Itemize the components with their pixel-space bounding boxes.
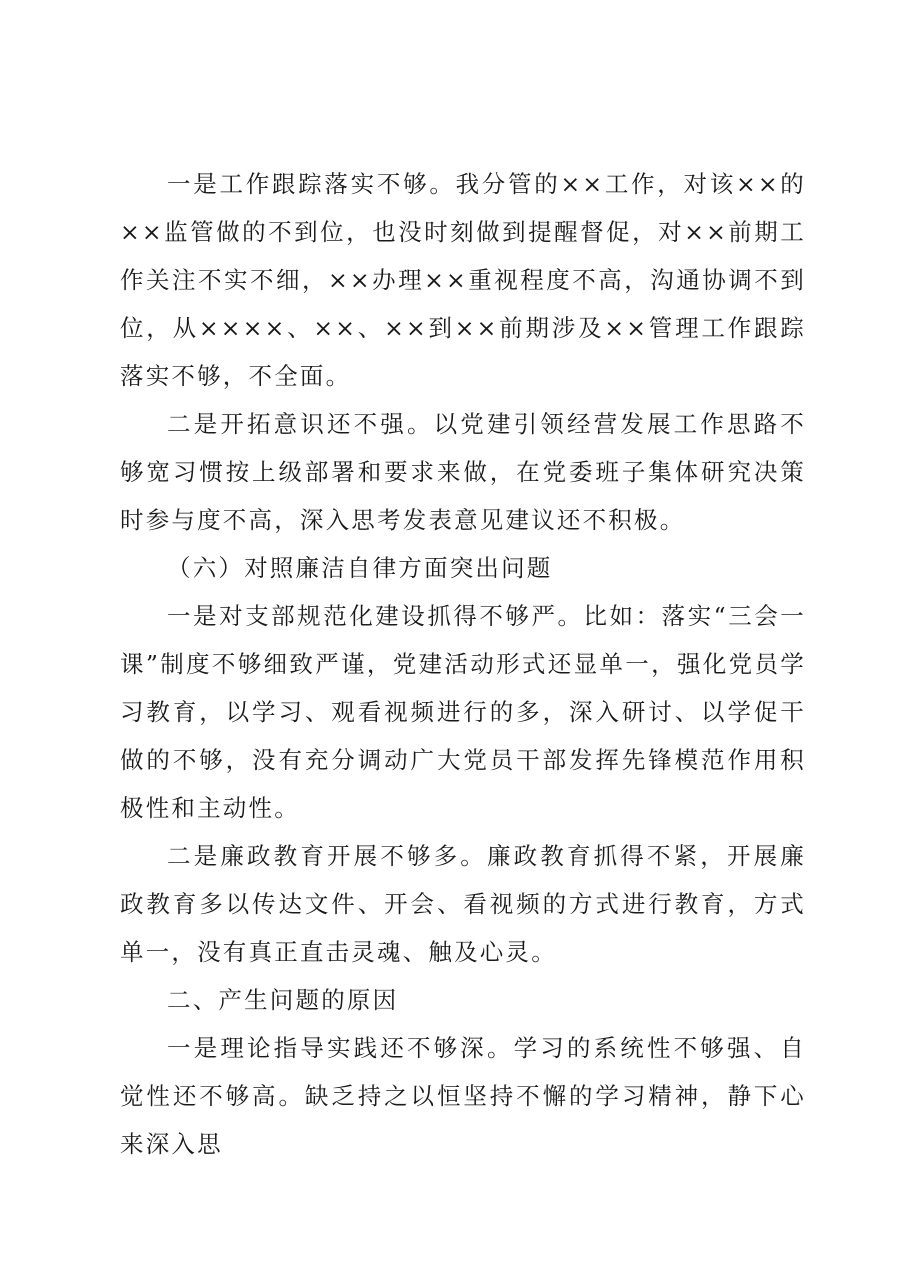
section-heading-integrity: （六）对照廉洁自律方面突出问题	[167, 554, 553, 582]
section-heading-causes: 二、产生问题的原因	[167, 986, 399, 1014]
paragraph-pioneering-awareness: 二是开拓意识还不强。以党建引领经营发展工作思路不够宽习惯按上级部署和要求来做，在党委班子集体研究决策时参与度不高，深入思考发表意见建议还不积极。	[120, 410, 806, 534]
paragraph-branch-standardization: 一是对支部规范化建设抓得不够严。比如：落实“三会一课”制度不够细致严谨，党建活动形式还显单一，强化党员学习教育，以学习、观看视频进行的多，深入研讨、以学促干做的不够，没有充分调动广大党员干部发挥先锋模范作用积极性和主动性。	[120, 602, 806, 822]
paragraph-theory-practice: 一是理论指导实践还不够深。学习的系统性不够强、自觉性还不够高。缺乏持之以恒坚持不懈的学习精神，静下心来深入思	[120, 1034, 806, 1158]
paragraph-work-tracking: 一是工作跟踪落实不够。我分管的××工作，对该××的××监管做的不到位，也没时刻做到提醒督促，对××前期工作关注不实不细，××办理××重视程度不高，沟通协调不到位，从××××、××、××到××前期涉及××管理工作跟踪落实不够，不全面。	[120, 170, 806, 390]
document-body	[120, 160, 806, 1168]
paragraph-integrity-education: 二是廉政教育开展不够多。廉政教育抓得不紧，开展廉政教育多以传达文件、开会、看视频的方式进行教育，方式单一，没有真正直击灵魂、触及心灵。	[120, 842, 806, 966]
